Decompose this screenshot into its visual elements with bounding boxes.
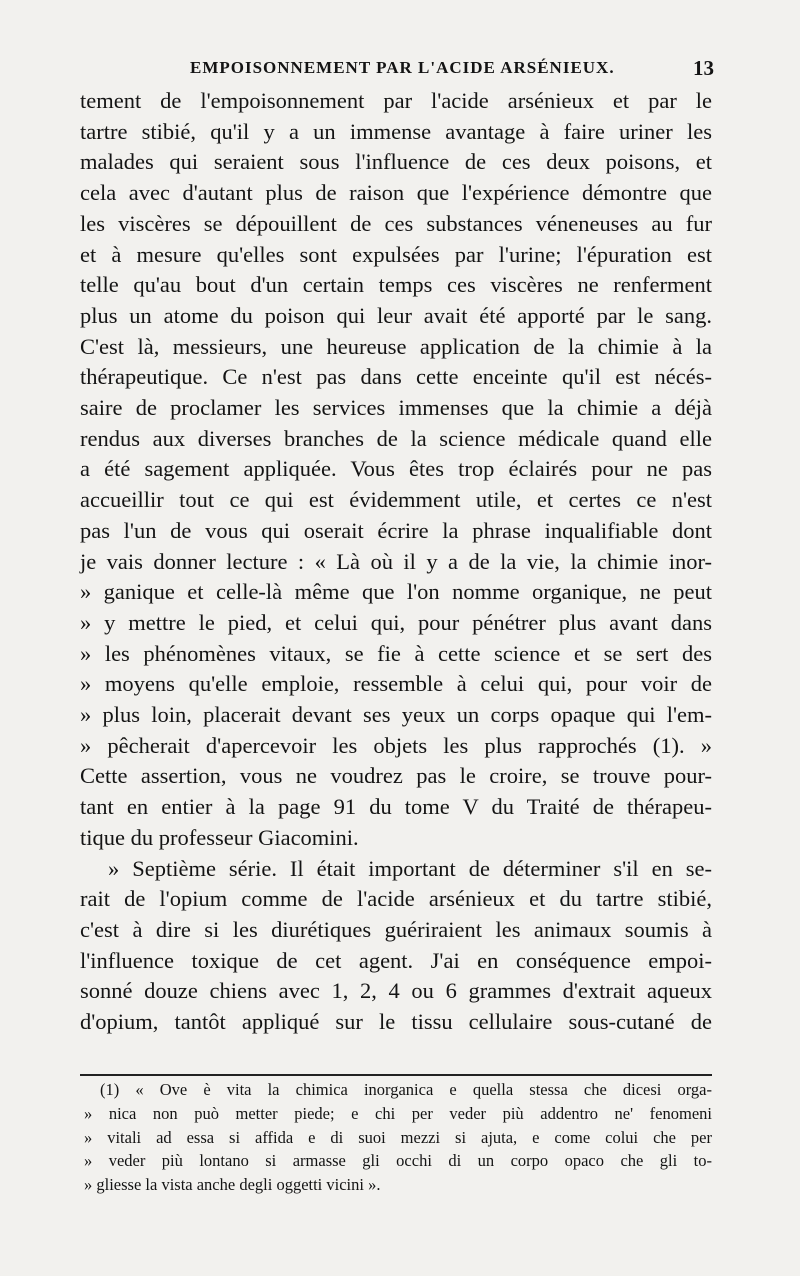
quote-line: » plus loin, placerait devant ses yeux un corps opaque qui l'em- <box>80 702 712 728</box>
quote-line: » moyens qu'elle emploie, ressemble à celui qui, pour voir de <box>80 671 712 697</box>
text-line: tique du professeur Giacomini. <box>80 824 359 850</box>
text-line: plus un atome du poison qui leur avait été apporté par le sang. <box>80 302 712 328</box>
text-line: cela avec d'autant plus de raison que l'expérience démontre que <box>80 180 712 206</box>
text-line: rait de l'opium comme de l'acide arsénieux et du tartre stibié, <box>80 886 712 912</box>
text-line: d'opium, tantôt appliqué sur le tissu cellulaire sous-cutané de <box>80 1009 712 1035</box>
quote-line: » ganique et celle-là même que l'on nomme organique, ne peut <box>80 579 712 605</box>
text-line: l'influence toxique de cet agent. J'ai en conséquence empoi- <box>80 947 712 973</box>
footnote-line: » gliesse la vista anche degli oggetti vicini ». <box>84 1175 381 1195</box>
text-line: tartre stibié, qu'il y a un immense avantage à faire uriner les <box>80 118 712 144</box>
text-line: » Septième série. Il était important de déterminer s'il en se- <box>108 855 712 881</box>
text-line: tant en entier à la page 91 du tome V du Traité de thérapeu- <box>80 794 712 820</box>
text-line: rendus aux diverses branches de la science médicale quand elle <box>80 425 712 451</box>
text-line: malades qui seraient sous l'influence de ces deux poisons, et <box>80 149 712 175</box>
footnote-line: » nica non può metter piede; e chi per veder più addentro ne' fenomeni <box>84 1103 712 1123</box>
text-line: thérapeutique. Ce n'est pas dans cette enceinte qu'il est nécés- <box>80 364 712 390</box>
footnote-line: » vitali ad essa si affida e di suoi mezzi si ajuta, e come colui che per <box>84 1127 712 1147</box>
footnote-divider <box>80 1074 712 1076</box>
footnote <box>84 1078 712 1197</box>
text-line: C'est là, messieurs, une heureuse application de la chimie à la <box>80 333 712 359</box>
text-line: pas l'un de vous qui oserait écrire la phrase inqualifiable dont <box>80 517 712 543</box>
text-line: c'est à dire si les diurétiques guériraient les animaux soumis à <box>80 916 712 942</box>
running-title: EMPOISONNEMENT PAR L'ACIDE ARSÉNIEUX. <box>190 58 615 77</box>
text-line: accueillir tout ce qui est évidemment utile, et certes ce n'est <box>80 487 712 513</box>
text-line: je vais donner lecture : « Là où il y a de la vie, la chimie inor- <box>80 548 712 574</box>
quote-line: » y mettre le pied, et celui qui, pour pénétrer plus avant dans <box>80 609 712 635</box>
text-line: tement de l'empoisonnement par l'acide arsénieux et par le <box>80 88 712 113</box>
text-line: telle qu'au bout d'un certain temps ces viscères ne renferment <box>80 272 712 298</box>
text-line: Cette assertion, vous ne voudrez pas le croire, se trouve pour- <box>80 763 712 789</box>
text-line: sonné douze chiens avec 1, 2, 4 ou 6 grammes d'extrait aqueux <box>80 978 712 1004</box>
text-line: a été sagement appliquée. Vous êtes trop éclairés pour ne pas <box>80 456 712 482</box>
footnote-line: (1) « Ove è vita la chimica inorganica e quella stessa che dicesi orga- <box>100 1080 712 1099</box>
body-text <box>80 86 712 1038</box>
quote-line: » pêcherait d'apercevoir les objets les plus rapprochés (1). » <box>80 732 712 758</box>
text-line: et à mesure qu'elles sont expulsées par l'urine; l'épuration est <box>80 241 712 267</box>
page-number: 13 <box>693 56 714 80</box>
page-header <box>80 58 720 88</box>
quote-line: » les phénomènes vitaux, se fie à cette science et se sert des <box>80 640 712 666</box>
text-line: les viscères se dépouillent de ces substances véneneuses au fur <box>80 210 712 236</box>
footnote-line: » veder più lontano si armasse gli occhi di un corpo opaco che gli to- <box>84 1151 712 1171</box>
text-line: saire de proclamer les services immenses que la chimie a déjà <box>80 395 712 421</box>
